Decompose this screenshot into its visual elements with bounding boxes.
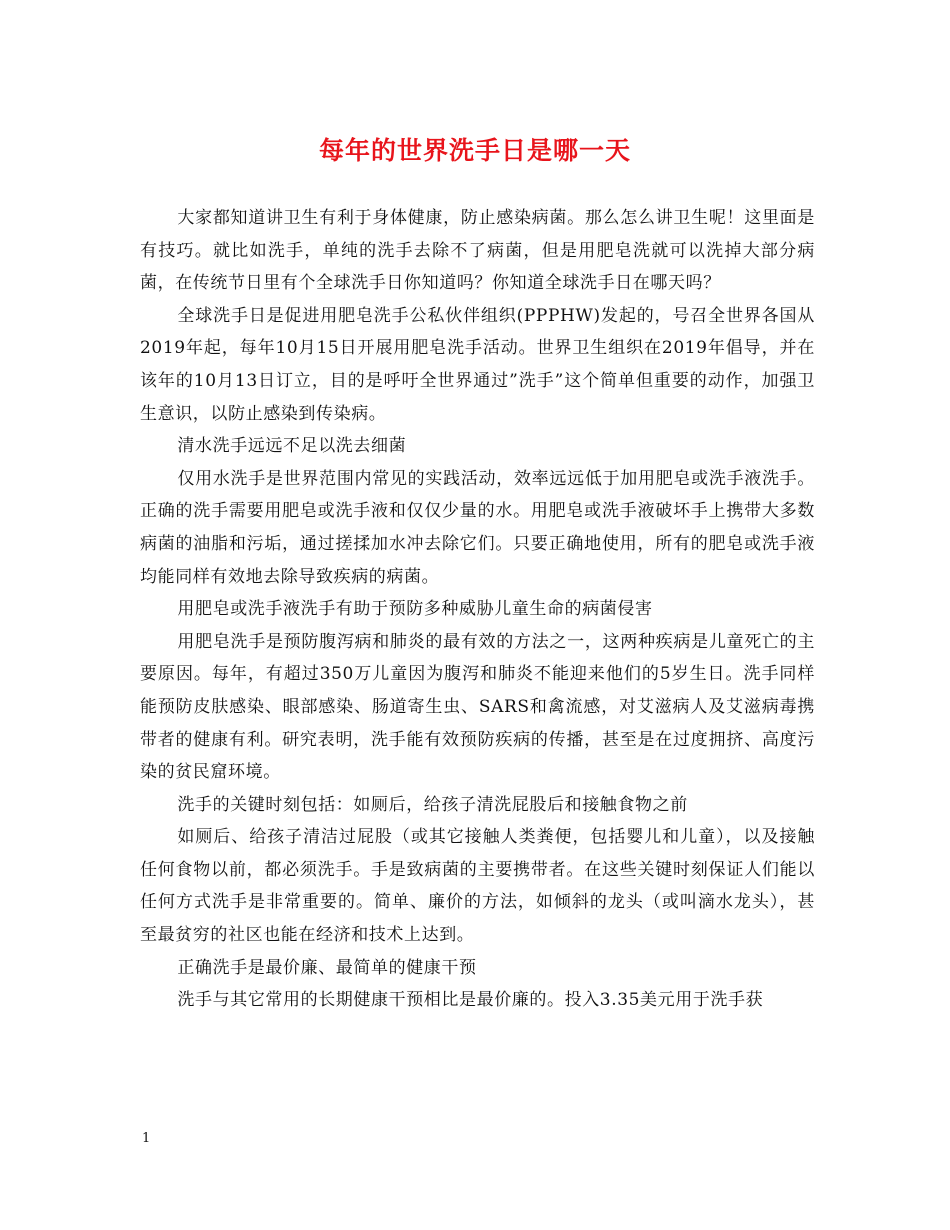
paragraph-key-moments: 如厕后、给孩子清洁过屁股（或其它接触人类粪便，包括婴儿和儿童），以及接触任何食物以前，都必须洗手。手是致病菌的主要携带者。在这些关键时刻保证人们能以任何方式洗手是非常重要的。简单、廉价的方法，如倾斜的龙头（或叫滴水龙头），甚至最贫穷的社区也能在经济和技术上达到。 (140, 827, 815, 946)
heading-cheapest-intervention: 正确洗手是最价廉、最简单的健康干预 (177, 957, 477, 978)
paragraph-handwashing-day: 全球洗手日是促进用肥皂洗手公私伙伴组织(PPPHW)发起的，号召全世界各国从2019年起，每年10月15日开展用肥皂洗手活动。世界卫生组织在2019年倡导，并在该年的10月13日订立，目的是呼吁全世界通过”洗手”这个简单但重要的动作，加强卫生意识，以防止感染到传染病。 (140, 305, 815, 424)
paragraph-disease-prevention: 用肥皂洗手是预防腹泻病和肺炎的最有效的方法之一，这两种疾病是儿童死亡的主要原因。每年，有超过350万儿童因为腹泻和肺炎不能迎来他们的5岁生日。洗手同样能预防皮肤感染、眼部感染、肠道寄生虫、SARS和禽流感，对艾滋病人及艾滋病毒携带者的健康有利。研究表明，洗手能有效预防疾病的传播，甚至是在过度拥挤、高度污染的贫民窟环境。 (140, 631, 815, 783)
document-title: 每年的世界洗手日是哪一天 (318, 136, 631, 165)
page-number: 1 (142, 1131, 151, 1146)
paragraph-soap-effectiveness: 仅用水洗手是世界范围内常见的实践活动，效率远远低于加用肥皂或洗手液洗手。正确的洗手需要用肥皂或洗手液和仅仅少量的水。用肥皂或洗手液破坏手上携带大多数病菌的油脂和污垢，通过搓揉加水冲去除它们。只要正确地使用，所有的肥皂或洗手液均能同样有效地去除导致疾病的病菌。 (140, 468, 815, 587)
paragraph-cost: 洗手与其它常用的长期健康干预相比是最价廉的。投入3.35美元用于洗手获 (177, 990, 764, 1011)
paragraph-intro: 大家都知道讲卫生有利于身体健康，防止感染病菌。那么怎么讲卫生呢！这里面是有技巧。就比如洗手，单纯的洗手去除不了病菌，但是用肥皂洗就可以洗掉大部分病菌，在传统节日里有个全球洗手日你知道吗？你知道全球洗手日在哪天吗？ (140, 208, 815, 294)
document-body (140, 202, 815, 1017)
heading-key-moments: 洗手的关键时刻包括：如厕后，给孩子清洗屁股后和接触食物之前 (177, 794, 688, 815)
heading-water-not-enough: 清水洗手远远不足以洗去细菌 (177, 436, 407, 457)
heading-protect-children: 用肥皂或洗手液洗手有助于预防多种威胁儿童生命的病菌侵害 (177, 599, 653, 620)
